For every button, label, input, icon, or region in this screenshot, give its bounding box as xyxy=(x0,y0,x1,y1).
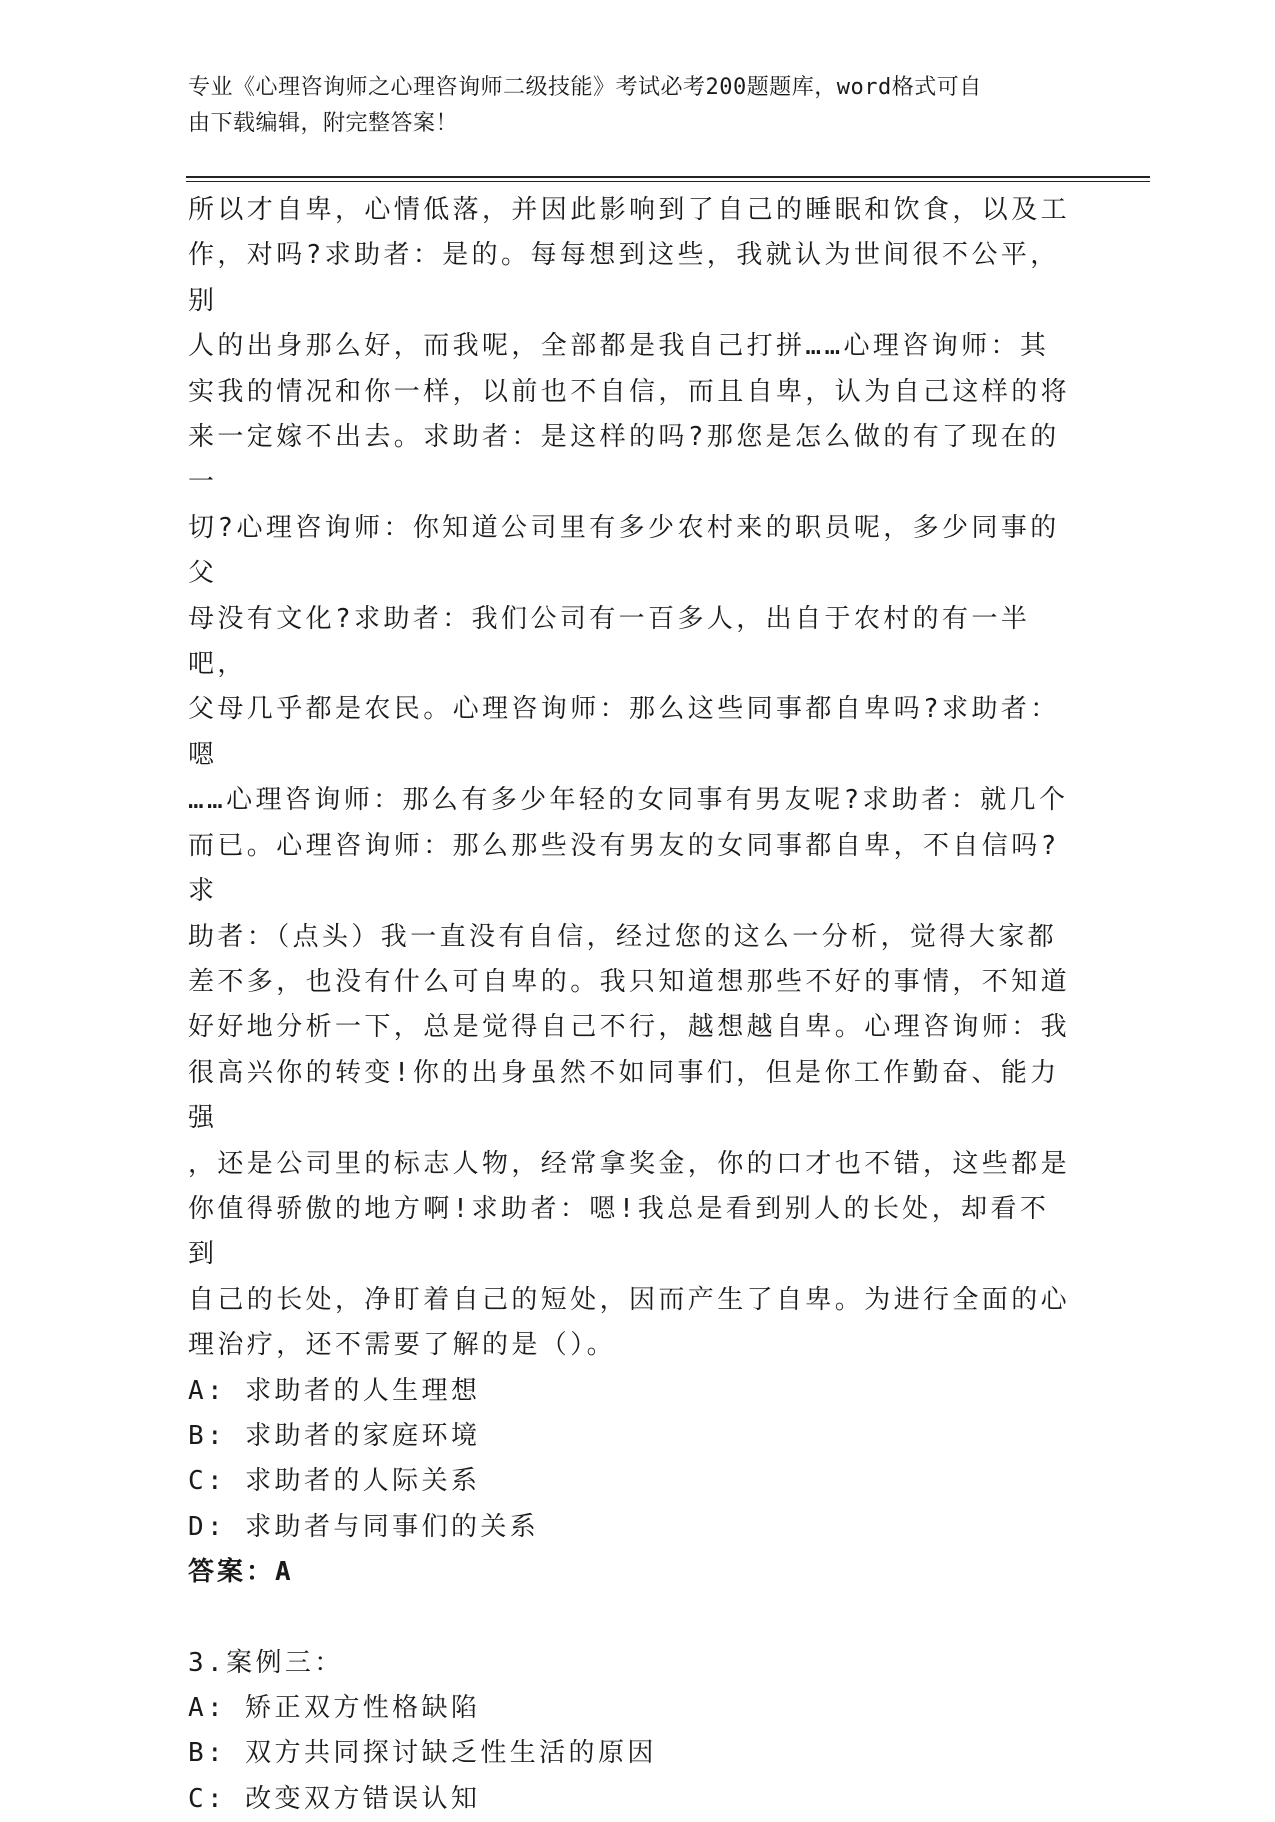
question-2-stem: 所以才自卑，心情低落，并因此影响到了自己的睡眠和饮食，以及工 作，对吗?求助者：是的。每每想到这些，我就认为世间很不公平，别 人的出身那么好，而我呢，全部都是我自己打拼……心理咨询师：其 实我的情况和你一样，以前也不自信，而且自卑，认为自己这样的将 来一定嫁不出去。求助者：是这样的吗?那您是怎么做的有了现在的一 切?心理咨询师：你知道公司里有多少农村来的职员呢，多少同事的父 母没有文化?求助者：我们公司有一百多人，出自于农村的有一半吧， 父母几乎都是农民。心理咨询师：那么这些同事都自卑吗?求助者：嗯 ……心理咨询师：那么有多少年轻的女同事有男友呢?求助者：就几个 而已。心理咨询师：那么那些没有男友的女同事都自卑，不自信吗?求 助者：（点头）我一直没有自信，经过您的这么一分析，觉得大家都 差不多，也没有什么可自卑的。我只知道想那些不好的事情，不知道 好好地分析一下，总是觉得自己不行，越想越自卑。心理咨询师：我 很高兴你的转变!你的出身虽然不如同事们，但是你工作勤奋、能力强 ，还是公司里的标志人物，经常拿奖金，你的口才也不错，这些都是 你值得骄傲的地方啊!求助者：嗯!我总是看到别人的长处，却看不到 自己的长处，净盯着自己的短处，因而产生了自卑。为进行全面的心 理治疗，还不需要了解的是（）。 xyxy=(188,195,1071,1361)
question-3-option-b: B: 双方共同探讨缺乏性生活的原因 xyxy=(188,1738,657,1769)
question-2-option-a: A: 求助者的人生理想 xyxy=(188,1375,481,1406)
document-title-line-2: 由下载编辑，附完整答案！ xyxy=(188,111,459,136)
header-divider xyxy=(186,176,1150,182)
question-3-option-a: A: 矫正双方性格缺陷 xyxy=(188,1693,481,1723)
question-2-option-c: C: 求助者的人际关系 xyxy=(188,1466,481,1497)
question-3-stem: 3.案例三： xyxy=(188,1647,344,1678)
document-body xyxy=(188,188,1078,1822)
question-2-option-d: D: 求助者与同事们的关系 xyxy=(188,1511,540,1542)
question-2-answer: 答案：A xyxy=(188,1557,294,1588)
question-2-option-b: B: 求助者的家庭环境 xyxy=(188,1420,481,1451)
question-3-option-c: C: 改变双方错误认知 xyxy=(188,1783,481,1814)
question-spacer xyxy=(188,1596,1078,1641)
document-title-line-1: 专业《心理咨询师之心理咨询师二级技能》考试必考200题题库，word格式可自 xyxy=(188,75,982,100)
page-header xyxy=(188,70,1068,142)
